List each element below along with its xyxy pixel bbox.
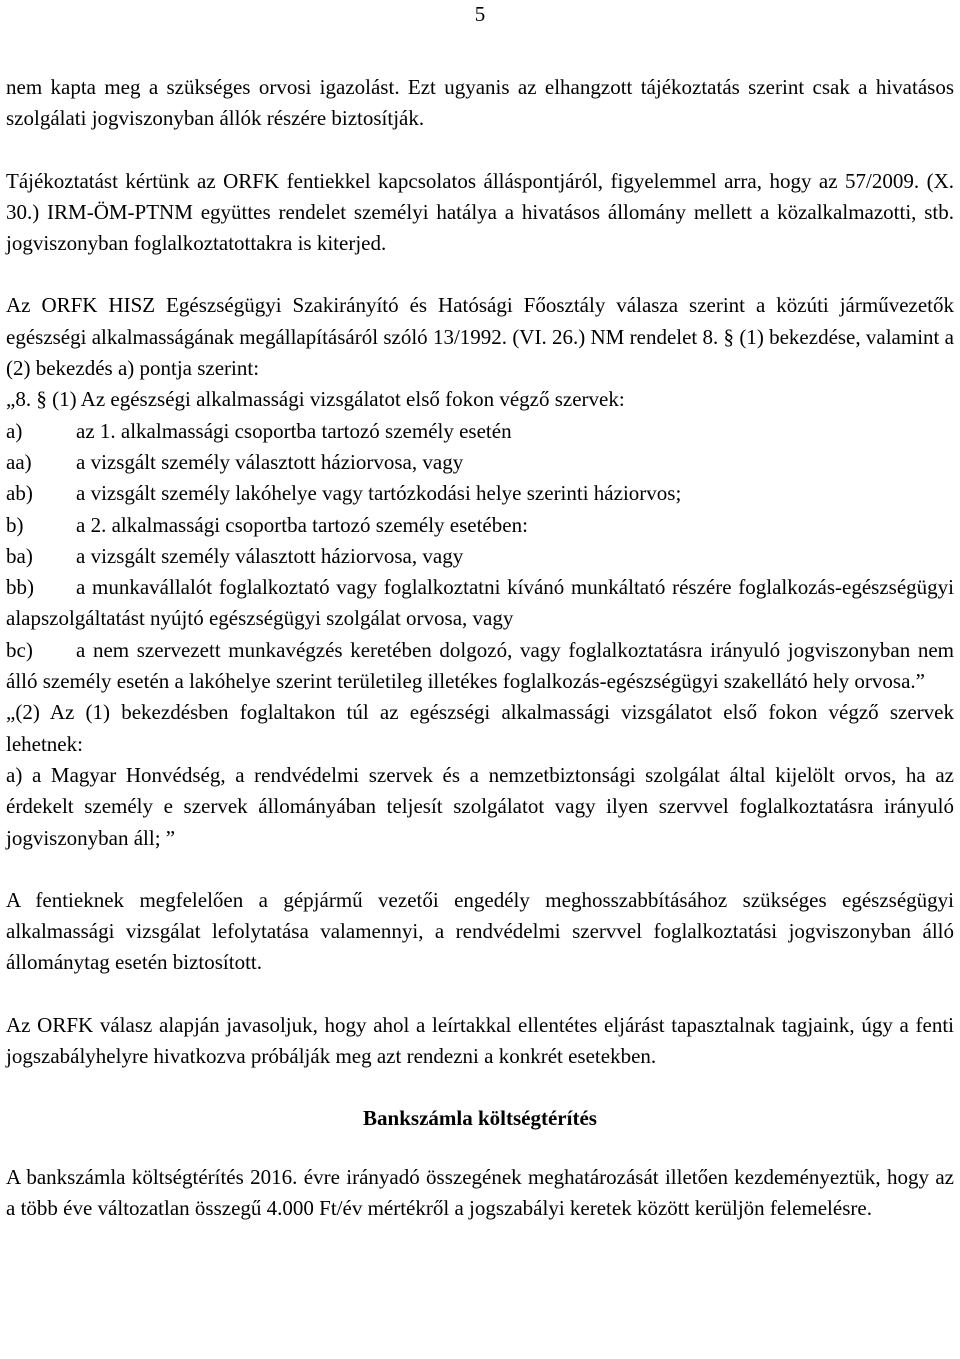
list-text: az 1. alkalmassági csoportba tartozó személy esetén	[76, 418, 512, 443]
list-item	[6, 478, 954, 509]
quote-1-intro: „8. § (1) Az egészségi alkalmassági vizsgálatot első fokon végző szervek:	[6, 387, 625, 412]
spacer	[6, 259, 954, 290]
list-text: a vizsgált személy választott háziorvosa, vagy	[76, 543, 464, 568]
list-item	[6, 510, 954, 541]
list-item	[6, 416, 954, 447]
spacer	[6, 1135, 954, 1162]
list-label: bc)	[6, 637, 33, 662]
section-body: A bankszámla költségtérítés 2016. évre irányadó összegének meghatározását illetően kezdeményeztük, hogy az a több éve változatlan összegű 4.000 Ft/év mértékről a jogszabályi keretek között kerüljön felemelésre.	[6, 1164, 954, 1220]
list-label: b)	[6, 512, 24, 537]
page-number: 5	[474, 2, 486, 26]
spacer	[6, 979, 954, 1010]
list-item-bc	[6, 635, 954, 698]
list-label: ab)	[6, 481, 33, 506]
list-label: bb)	[6, 575, 34, 600]
spacer	[6, 135, 954, 166]
list-text: a 2. alkalmassági csoportba tartozó személy esetében:	[76, 512, 528, 537]
paragraph-3: Az ORFK HISZ Egészségügyi Szakirányító és Hatósági Főosztály válasza szerint a közúti járművezetők egészségi alkalmasságának megállapításáról szóló 13/1992. (VI. 26.) NM rendelet 8. § (1) bekezdése, valamint a (2) bekezdés a) pontja szerint:	[6, 293, 954, 381]
quote-2-item-a: a) a Magyar Honvédség, a rendvédelmi szervek és a nemzetbiztonsági szolgálat által kijelölt orvos, ha az érdekelt személy e szervek állományában teljesít szolgálatot vagy ilyen szervvel foglalkoztatásra irányuló jogviszonyban áll; ”	[6, 762, 954, 850]
spacer	[6, 854, 954, 885]
list-label: a)	[6, 418, 23, 443]
paragraph-2: Tájékoztatást kértünk az ORFK fentiekkel kapcsolatos álláspontjáról, figyelemmel arra, hogy az 57/2009. (X. 30.) IRM-ÖM-PTNM együttes rendelet személyi hatálya a hivatásos állomány mellett a közalkalmazotti, stb. jogviszonyban foglalkoztatottakra is kiterjed.	[6, 168, 954, 256]
paragraph-1: nem kapta meg a szükséges orvosi igazolást. Ezt ugyanis az elhangzott tájékoztatás szerint csak a hivatásos szolgálati jogviszonyban állók részére biztosítják.	[6, 75, 954, 131]
list-item-bb	[6, 572, 954, 635]
list-item	[6, 447, 954, 478]
list-item	[6, 541, 954, 572]
list-text: a vizsgált személy választott háziorvosa, vagy	[76, 449, 464, 474]
list-text: a munkavállalót foglalkoztató vagy foglalkoztatni kívánó munkáltató részére foglalkozás-egészségügyi alapszolgáltatást nyújtó egészségügyi szolgálat orvosa, vagy	[6, 575, 954, 631]
paragraph-4: A fentieknek megfelelően a gépjármű vezetői engedély meghosszabbításához szükséges egészségügyi alkalmassági vizsgálat lefolytatása valamennyi, a rendvédelmi szervvel foglalkoztatási jogviszonyban álló állománytag esetén biztosított.	[6, 887, 954, 975]
spacer	[6, 1072, 954, 1103]
section-heading: Bankszámla költségtérítés	[363, 1106, 597, 1131]
list-text: a nem szervezett munkavégzés keretében dolgozó, vagy foglalkoztatásra irányuló jogviszonyban nem álló személy esetén a lakóhelye szerint területileg illetékes foglalkozás-egészségügyi szakellátó hely orvosa.”	[6, 637, 954, 694]
document-body	[6, 72, 954, 1224]
paragraph-5: Az ORFK válasz alapján javasoljuk, hogy ahol a leírtakkal ellentétes eljárást tapasztalnak tagjaink, úgy a fenti jogszabályhelyre hivatkozva próbálják meg azt rendezni a konkrét esetekben.	[6, 1012, 954, 1069]
list-label: ba)	[6, 543, 33, 568]
quote-2-intro: „(2) Az (1) bekezdésben foglaltakon túl az egészségi alkalmassági vizsgálatot első fokon végző szervek lehetnek:	[6, 700, 954, 756]
list-label: aa)	[6, 449, 32, 474]
list-text: a vizsgált személy lakóhelye vagy tartózkodási helye szerinti háziorvos;	[76, 481, 682, 506]
